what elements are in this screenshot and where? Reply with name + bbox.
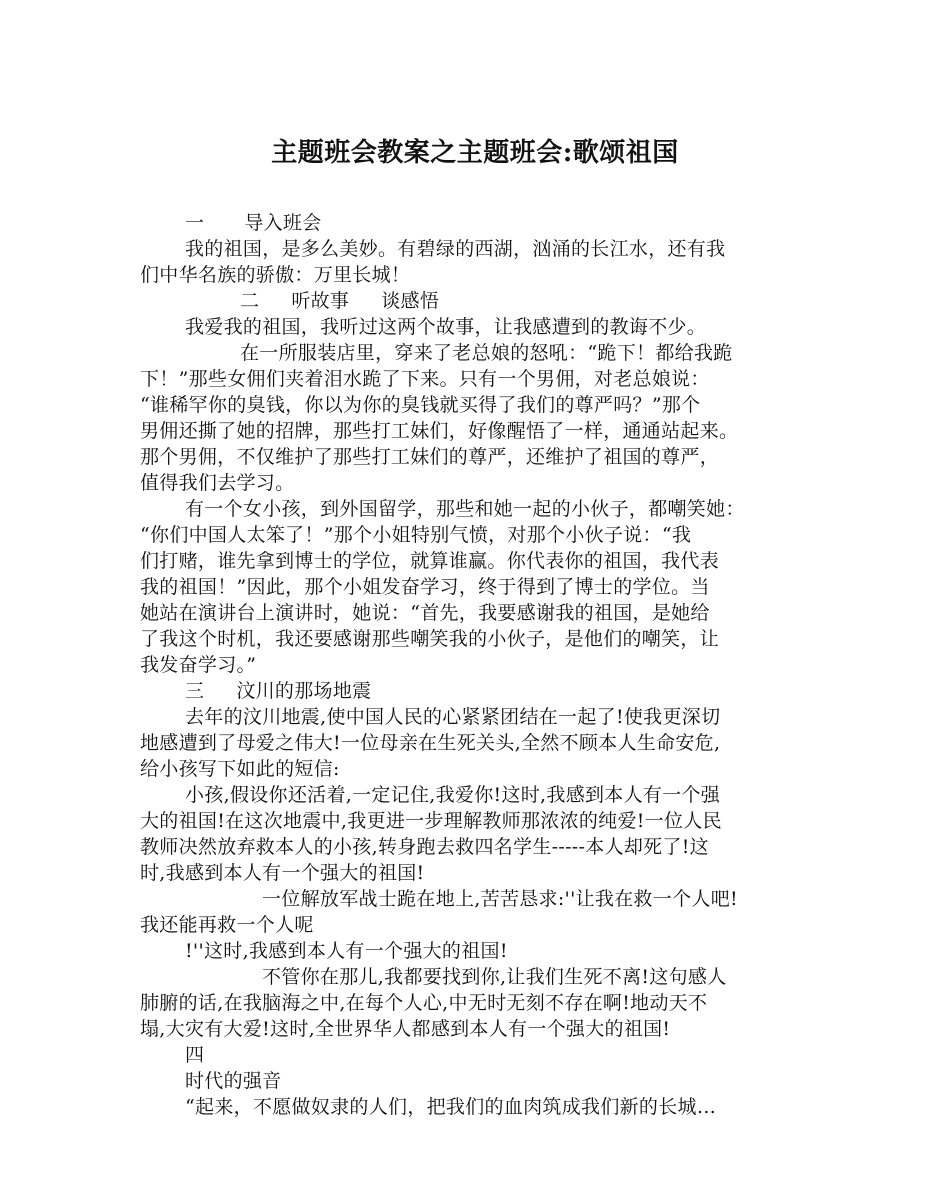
paragraph-line: “谁稀罕你的臭钱，你以为你的臭钱就买得了我们的尊严吗？”那个 [140, 394, 701, 416]
paragraph-line: 不管你在那儿,我都要找到你,让我们生死不离!这句感人 [262, 966, 727, 988]
paragraph-line: 时,我感到本人有一个强大的祖国! [140, 862, 425, 884]
paragraph-line: 下！”那些女佣们夹着泪水跪了下来。只有一个男佣，对老总娘说： [140, 368, 710, 390]
section-heading-3 [185, 678, 371, 704]
section-title: 汶川的那场地震 [236, 680, 372, 702]
paragraph-line: 去年的汶川地震,使中国人民的心紧紧团结在一起了!使我更深切 [185, 706, 721, 728]
section-number: 二 [240, 290, 260, 312]
paragraph-line: 给小孩写下如此的短信: [140, 758, 340, 780]
paragraph-line: 有一个女小孩，到外国留学，那些和她一起的小伙子，都嘲笑她： [185, 498, 745, 520]
paragraph-line: 在一所服装店里，穿来了老总娘的怒吼：“跪下！都给我跪 [240, 342, 733, 364]
paragraph-line: “起来，不愿做奴隶的人们，把我们的血肉筑成我们新的长城… [185, 1096, 717, 1118]
paragraph-line: 了我这个时机，我还要感谢那些嘲笑我的小伙子，是他们的嘲笑，让 [140, 628, 720, 650]
paragraph-line: 我的祖国！”因此，那个小姐发奋学习，终于得到了博士的学位。当 [140, 576, 710, 598]
paragraph-line: 值得我们去学习。 [140, 472, 295, 494]
paragraph-line: “你们中国人太笨了！”那个小姐特别气愤，对那个小伙子说：“我 [140, 524, 692, 546]
paragraph-line: 地感遭到了母爱之伟大!一位母亲在生死关头,全然不顾本人生命安危, [140, 732, 721, 754]
section-number: 一 [185, 212, 205, 234]
paragraph-line: 她站在演讲台上演讲时，她说：“首先，我要感谢我的祖国，是她给 [140, 602, 710, 624]
section-heading-2 [240, 288, 439, 314]
paragraph-line: 我的祖国，是多么美妙。有碧绿的西湖，汹涌的长江水，还有我 [185, 238, 726, 260]
paragraph-line: 们打赌，谁先拿到博士的学位，就算谁赢。你代表你的祖国，我代表 [140, 550, 720, 572]
page-title: 主题班会教案之主题班会:歌颂祖国 [271, 138, 679, 168]
paragraph-line: 肺腑的话,在我脑海之中,在每个人心,中无时无刻不存在啊!地动天不 [140, 992, 708, 1014]
paragraph-line: 那个男佣，不仅维护了那些打工妹们的尊严，还维护了祖国的尊严， [140, 446, 720, 468]
paragraph-line: 塌,大灾有大爱!这时,全世界华人都感到本人有一个强大的祖国! [140, 1018, 671, 1040]
paragraph-line: 们中华名族的骄傲：万里长城！ [140, 264, 411, 286]
paragraph-line: 我爱我的祖国，我听过这两个故事，让我感遭到的教诲不少。 [185, 316, 707, 338]
section-heading-4-title: 时代的强音 [185, 1070, 282, 1092]
paragraph-line: 我还能再救一个人呢 [140, 914, 314, 936]
paragraph-line: 小孩,假设你还活着,一定记住,我爱你!这时,我感到本人有一个强 [185, 784, 721, 806]
paragraph-line: !''这时,我感到本人有一个强大的祖国! [185, 940, 508, 962]
section-number: 三 [185, 680, 205, 702]
paragraph-line: 我发奋学习。” [140, 654, 257, 676]
section-heading-1 [185, 210, 322, 236]
section-subtitle: 谈感悟 [381, 290, 440, 312]
section-title: 导入班会 [244, 212, 322, 234]
paragraph-line: 一位解放军战士跪在地上,苦苦恳求:''让我在救一个人吧! [262, 888, 738, 910]
section-heading-4-number: 四 [185, 1044, 205, 1066]
section-title: 听故事 [291, 290, 350, 312]
paragraph-line: 大的祖国!在这次地震中,我更进一步理解教师那浓浓的纯爱!一位人民 [140, 810, 722, 832]
paragraph-line: 男佣还撕了她的招牌，那些打工妹们，好像醒悟了一样，通通站起来。 [140, 420, 739, 442]
paragraph-line: 教师决然放弃救本人的小孩,转身跑去救四名学生-----本人却死了!这 [140, 836, 709, 858]
